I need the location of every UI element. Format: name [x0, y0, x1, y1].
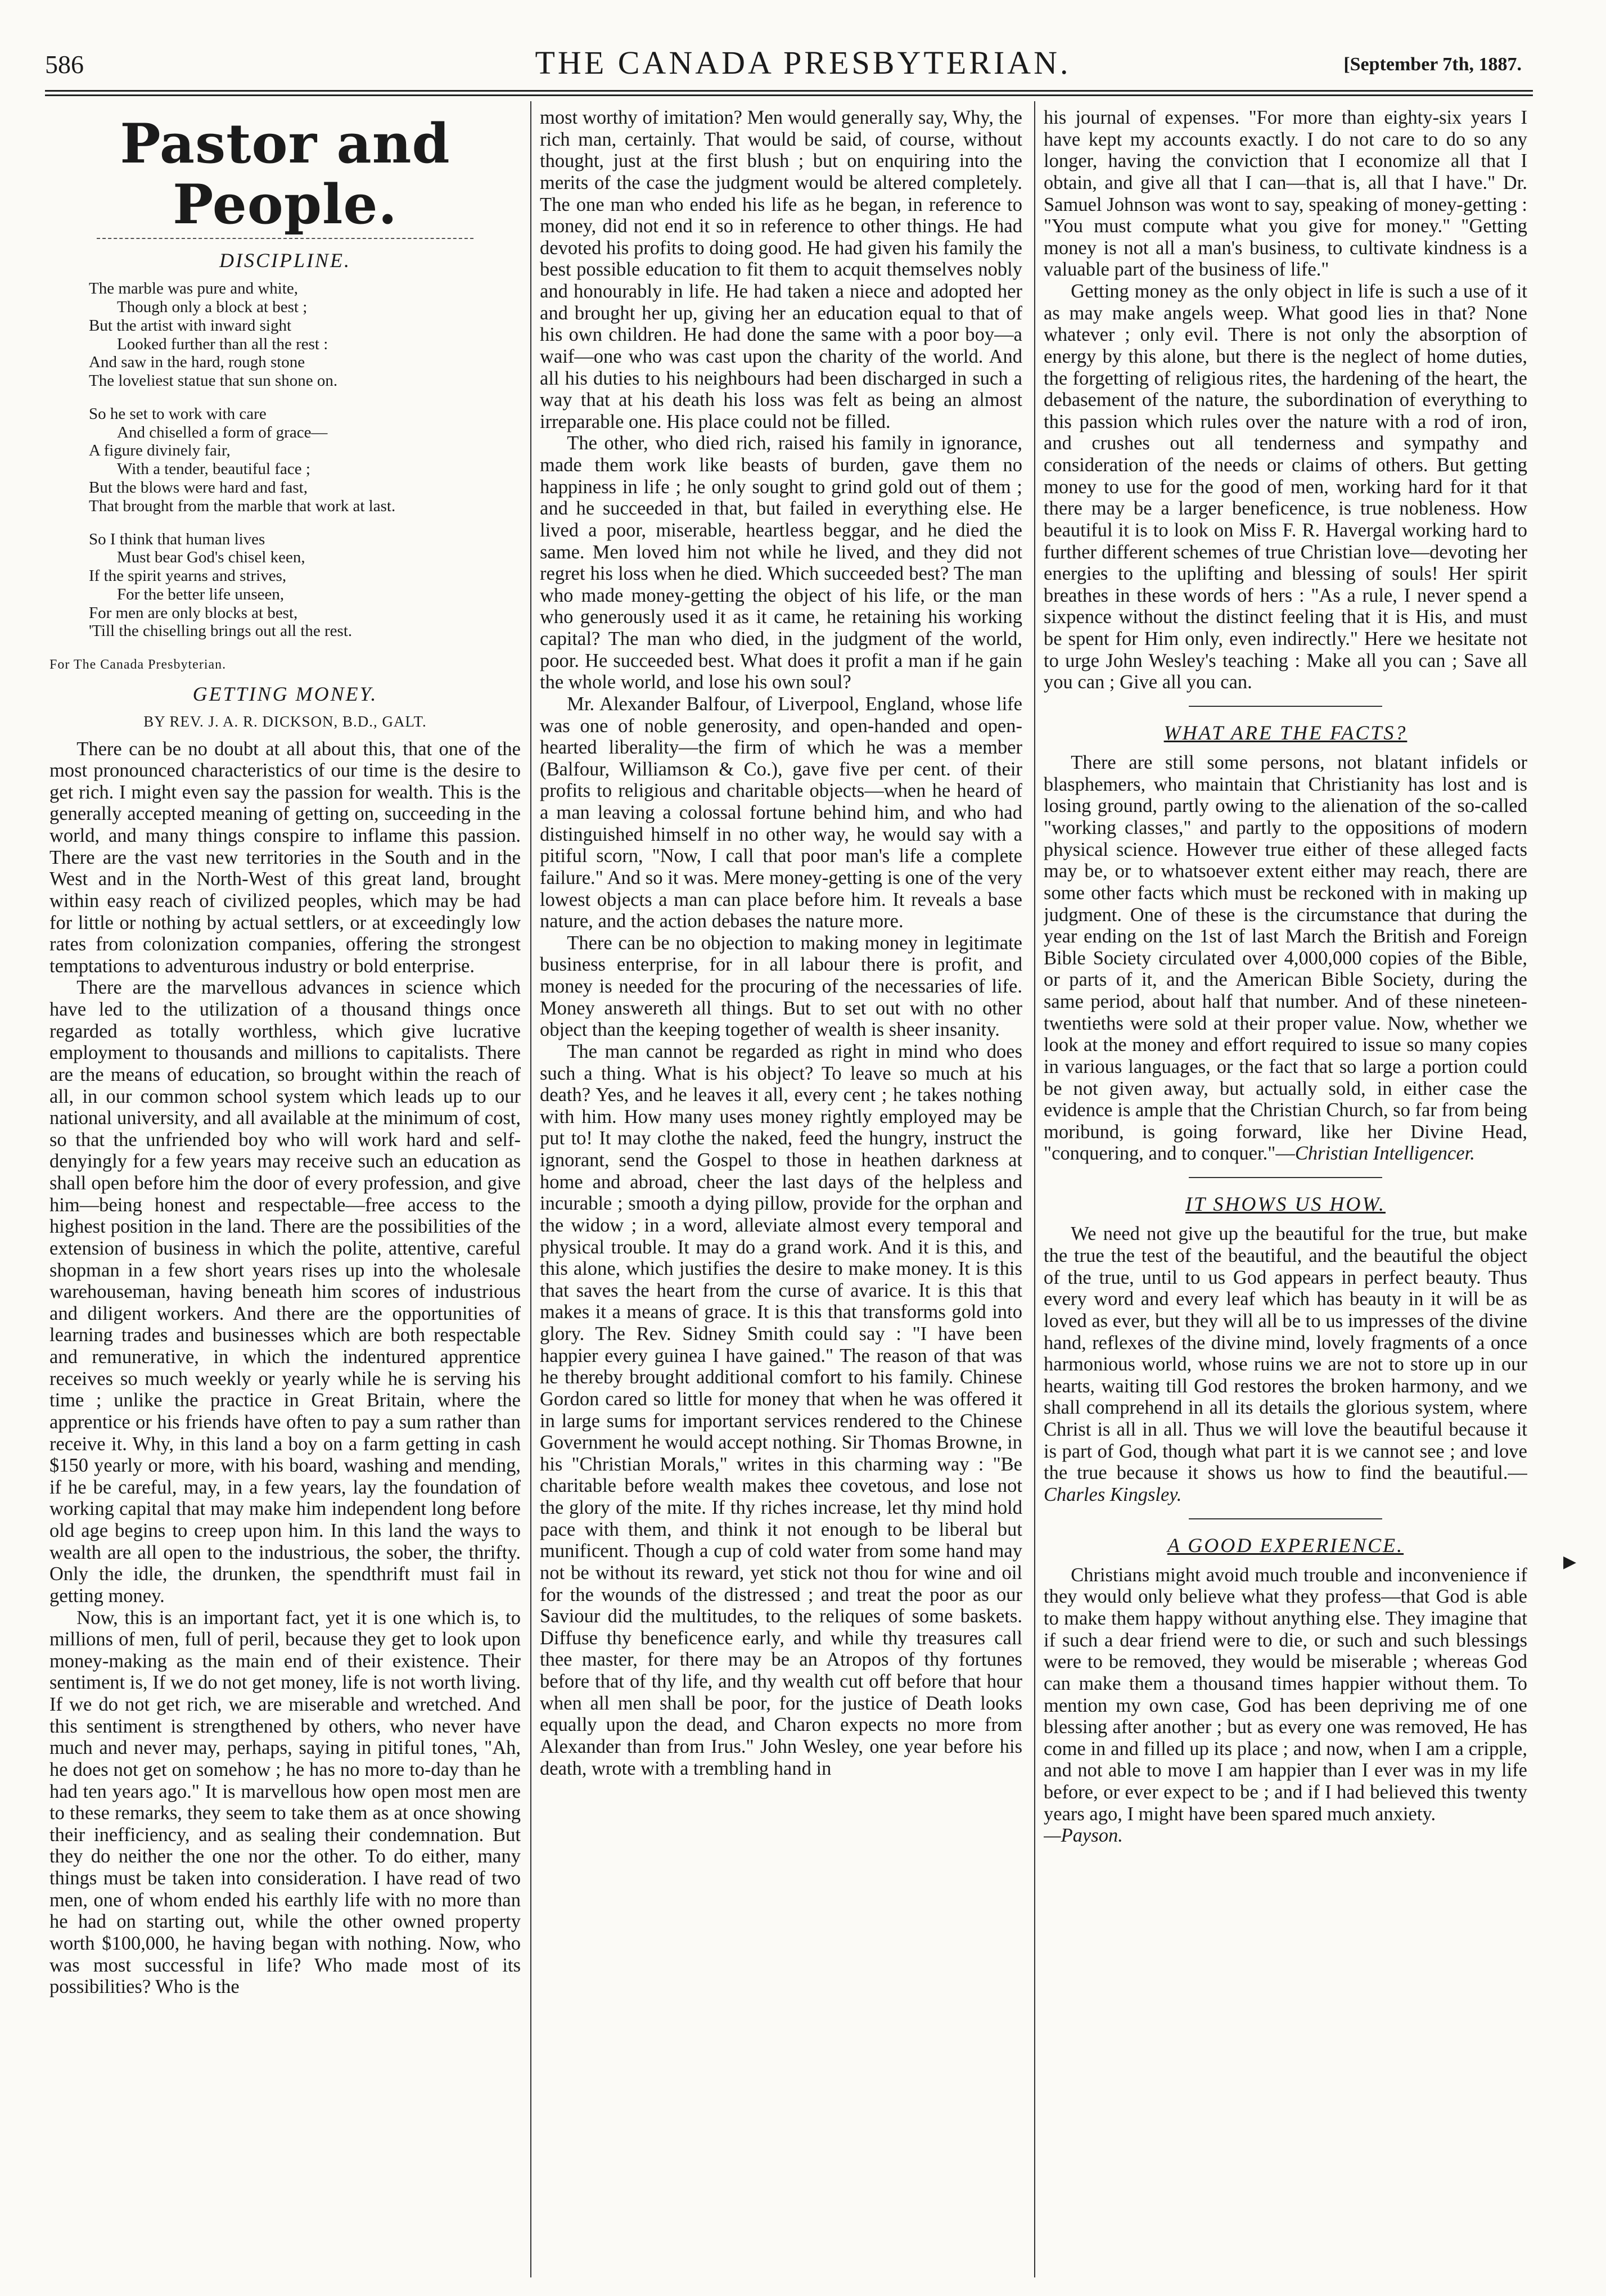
- article-text: There are still some persons, not blatant infidels or blasphemers, who maintain that Christianity has lost and is losing ground, partly owing to the alienation of the so-called "working classes," and partly to the oppositions of modern physical science. However true either of these alleged facts may be, or to whatsoever extent either may reach, there are some other facts which must be reckoned with in making up judgment. One of these is the circumstance that during the year ending on the 1st of last March the British and Foreign Bible Society circulated over 4,000,000 copies of the Bible, or parts of it, and the American Bible Society, during the same period, about half that number. And of these nineteen-twentieths were sold at their proper value. Now, whether we look at the money and effort required to issue so many copies in various languages, or the fact that so large a portion could be not given away, but actually sold, in either case the evidence is ample that the Christian Church, so far from being moribund, is going forward, like her Divine Head, "conquering, and to conquer."—: [1044, 752, 1527, 1165]
- article-separator: [1189, 1177, 1382, 1178]
- article-title: GETTING MONEY.: [192, 683, 378, 705]
- publication-title: THE CANADA PRESBYTERIAN.: [535, 44, 1071, 81]
- article-paragraph: Mr. Alexander Balfour, of Liverpool, England, whose life was one of noble generosity, and open-handed and open-hearted liberality—the firm of which he was a member (Balfour, Williamson & Co.), gave five per cent. of their profits to religious and charitable objects—when he heard of a man leaving a colossal fortune behind him, and who had distinguished himself in no other way, he would say with a pitiful scorn, "Now, I call that poor man's life a complete failure." And so it was. Mere money-getting is one of the very lowest objects a man can place before him. It reveals a base nature, and the action debases the nature more.: [540, 693, 1022, 932]
- poem-line: A figure divinely fair,: [89, 441, 231, 460]
- column-3: [1044, 107, 1527, 2261]
- poem-line: So I think that human lives: [89, 530, 265, 548]
- article-paragraph: There are the marvellous advances in science which have led to the utilization of a thousand things once regarded as totally worthless, which give lucrative employment to thousands and millions to capitalists. There are the means of education, so brought within the reach of all, in our common school system which leads up to our national university, and all available at the minimum of cost, so that the unfriended boy who will work hard and self-denyingly for a few years may receive such an education as shall open before him the door of every profession, and give him—being honest and respectable—free access to the highest position in the land. There are the possibilities of the extension of business in which the polite, attentive, careful shopman in a few short years rises up into the wholesale warehouseman, having beneath him scores of industrious and diligent workers. And there are the opportunities of learning trades and businesses which are both respectable and remunerative, in which the indentured apprentice receives so much weekly or yearly while he is serving his time ; unlike the practice in Great Britain, where the apprentice or his friends have often to pay a sum rather than receive it. Why, in this land a boy on a farm getting in cash $150 yearly or more, with his board, washing and mending, if he be careful, may, in a few years, lay the foundation of working capital that may make him independent long before old age begins to creep upon him. In this land the ways to wealth are all open to the industrious, the sober, the thrifty. Only the idle, the drunken, the spendthrift must fail in getting money.: [49, 977, 521, 1607]
- poem-line: And saw in the hard, rough stone: [89, 353, 305, 372]
- article-paragraph: The man cannot be regarded as right in mind who does such a thing. What is his object? To leave so much at his death? Yes, and he leaves it all, every cent ; he takes nothing with him. How many uses money rightly employed may be put to! It may clothe the naked, feed the hungry, instruct the ignorant, send the Gospel to those in heathen darkness at home and abroad, cheer the last days of the helpless and incurable ; smooth a dying pillow, provide for the orphan and the widow ; in a word, alleviate almost every temporal and physical trouble. It may do a grand work. And it is this, and this alone, which justifies the desire to make money. It is this that saves the heart from the curse of avarice. It is this that makes it a means of grace. It is this that transforms gold into glory. The Rev. Sidney Smith could say : "I have been happier every guinea I have gained." The reason of that was he thereby brought additional comfort to his family. Chinese Gordon cared so little for money that when he was offered it in large sums for important services rendered to the Chinese Government he would accept nothing. Sir Thomas Browne, in his "Christian Morals," writes in this charming way : "Be charitable before wealth makes thee covetous, and lose not the glory of the mite. If thy riches increase, let thy mind hold pace with them, and think it not enough to be liberal but munificent. Though a cup of cold water from some hand may not be without its reward, yet stick not thou for wine and oil for the wounds of the distressed ; and treat the poor as our Saviour did the multitudes, to the reliques of some baskets. Diffuse thy beneficence early, and while thy treasures call thee master, for there may be an Atropos of thy fortunes before that of thy life, and thy wealth cut off before that hour when all men shall be poor, for the justice of Death looks equally upon the dead, and Charon expects no more from Alexander than from Irus." John Wesley, one year before his death, wrote with a trembling hand in: [540, 1040, 1022, 1779]
- article-paragraph: Now, this is an important fact, yet it is one which is, to millions of men, full of peril, because they get to look upon money-making as the main end of their existence. Their sentiment is, If we do not get money, life is not worth living. If we do not get rich, we are miserable and wretched. And this sentiment is strengthened by others, who never have much and never may, perhaps, saying in pitiful tones, "Ah, he does not get on somehow ; he has no more to-day than he had ten years ago." It is marvellous how open most men are to these remarks, they seem to take them as at once showing their inefficiency, and as sealing their condemnation. But they do neither the one nor the other. To do either, many things must be taken into consideration. I have read of two men, one of whom ended his earthly life with no more than he had on starting out, while the other owned property worth $100,000, he having began with nothing. Now, who was most successful in life? Who made most of its possibilities? Who is the: [49, 1607, 521, 1998]
- article-separator: [1189, 1518, 1382, 1519]
- margin-marker-icon: ▶: [1563, 1553, 1577, 1571]
- article-paragraph: most worthy of imitation? Men would generally say, Why, the rich man, certainly. That would be said, of course, without thought, just at the first blush ; but on enquiring into the merits of the case the judgment would be altered completely. The one man who ended his life as he began, in reference to money, did not end it so in reference to other things. He had devoted his profits to doing good. He had given his family the best possible education to fit them to acquit themselves nobly and honourably in life. He had taken a niece and adopted her and brought her up, giving her an education equal to that of his own children. He had done the same with a poor boy—a waif—one who was cast upon the charity of the world. And all his duties to his neighbours had been discharged in such a way that at his death his loss was felt as being an almost irreparable one. His place could not be filled.: [540, 107, 1022, 432]
- poem-line: With a tender, beautiful face ;: [117, 460, 310, 479]
- poem-stanza: [89, 279, 521, 390]
- poem-discipline: [49, 279, 521, 640]
- article-paragraph: Getting money as the only object in life is such a use of it as may make angels weep. What good lies in that? None whatever ; only evil. There is not only the absorption of energy by this alone, but there is the neglect of home duties, the forgetting of religious rites, the hardening of the heart, the debasement of the nature, the subordination of everything to this passion which rules over the nature with a rod of iron, and crushes out all tenderness and sympathy and consideration of the needs or claims of others. But getting money to use for the good of men, working hard for it that there may be a larger beneficence, is true nobleness. How beautiful it is to look on Miss F. R. Havergal working hard to further different schemes of true Christian love—devoting her energies to the uplifting and blessing of souls! Her spirit breathes in these words of hers : "As a rule, I never spend a sixpence without the distinct feeling that it is His, and must be spent for Him only, even indirectly." Here we hesitate not to urge John Wesley's teaching : Make all you can ; Save all you can ; Give all you can.: [1044, 281, 1527, 693]
- article-paragraph: [1044, 752, 1527, 1165]
- section-rule: [97, 238, 473, 239]
- poem-line: So he set to work with care: [89, 404, 267, 423]
- article-paragraph: [1044, 1223, 1527, 1505]
- poem-line: The marble was pure and white,: [89, 279, 299, 298]
- poem-line: Though only a block at best ;: [117, 298, 308, 317]
- page-number: 586: [45, 50, 84, 79]
- article-title: WHAT ARE THE FACTS?: [1163, 721, 1407, 744]
- poem-stanza: [89, 405, 521, 516]
- poem-line: That brought from the marble that work at last.: [89, 497, 396, 515]
- article-text: We need not give up the beautiful for the true, but make the true the test of the beautiful, and the beautiful the object of the true, until to us God appears in perfect beauty. Thus every word and every leaf which has beauty in it will be as loved as ever, but they will all be to us impresses of the divine hand, reflexes of the divine mind, lovely fragments of a once harmonious world, whose ruins we are not to store up in our hearts, waiting till God restores the broken harmony, and we shall comprehend in all its details the glorious system, where Christ is all in all. Thus we will love the beautiful because it is part of God, though what part it is we cannot see ; and love the true because it shows us how to find the beautiful.—: [1044, 1223, 1527, 1484]
- header-rule-thin: [45, 94, 1533, 96]
- poem-line: But the artist with inward sight: [89, 316, 292, 335]
- article-paragraph: his journal of expenses. "For more than eighty-six years I have kept my accounts exactly. I do not care to do so any longer, having the conviction that I economize all that I obtain, and give all that I can—that is, all that I have." Dr. Samuel Johnson was wont to say, speaking of money-getting : "You must compute what you give for money." "Getting money is not all a man's business, to cultivate kindness is a valuable part of the business of life.": [1044, 107, 1527, 281]
- poem-line: For men are only blocks at best,: [89, 603, 298, 622]
- poem-line: If the spirit yearns and strives,: [89, 567, 287, 585]
- article-title: IT SHOWS US HOW.: [1185, 1193, 1386, 1216]
- column-1: [49, 107, 521, 2261]
- header-rule: [45, 90, 1533, 92]
- poem-line: The loveliest statue that sun shone on.: [89, 372, 338, 390]
- poem-line: Must bear God's chisel keen,: [117, 548, 305, 567]
- article-paragraph: The other, who died rich, raised his family in ignorance, made them work like beasts of burden, gave them no happiness in life ; he only sought to grind gold out of them ; and he succeeded in that, but failed in everything else. He lived a poor, miserable, heartless beggar, and he died the same. Men loved him not while he lived, and they did not regret his loss when he died. Which succeeded best? The man who made money-getting the object of his life, or the man who generously used it as it came, he retaining his working capital? The man who died, in the judgment of the world, poor. He succeeded best. What does it profit a man if he gain the whole world, and lose his own soul?: [540, 432, 1022, 693]
- article-title: A GOOD EXPERIENCE.: [1167, 1533, 1404, 1557]
- article-paragraph: There can be no objection to making money in legitimate business enterprise, for in all labour there is profit, and money is needed for the procuring of the necessaries of life. Money answereth all things. But to set out with no other object than the keeping together of wealth is sheer insanity.: [540, 932, 1022, 1041]
- poem-title: DISCIPLINE.: [219, 249, 351, 272]
- article-attribution: Charles Kingsley.: [1044, 1483, 1182, 1505]
- article-separator: [1189, 706, 1382, 707]
- article-attribution: —Payson.: [1044, 1825, 1123, 1847]
- article-byline: BY REV. J. A. R. DICKSON, B.D., GALT.: [143, 713, 427, 730]
- poem-line: But the blows were hard and fast,: [89, 479, 308, 497]
- article-paragraph: Christians might avoid much trouble and inconvenience if they would only believe what they profess—that God is able to make them happy without anything else. They imagine that if such a dear friend were to die, or such and such blessings were to be removed, they would be miserable ; whereas God can make them a thousand times happier without them. To mention my own case, God has been depriving me of one blessing after another ; but as every one was removed, He has come in and filled up its place ; and now, when I am a cripple, and not able to move I am happier than I ever was in my life before, or ever expect to be ; and if I had believed this twenty years ago, I might have been spared much anxiety.: [1044, 1564, 1527, 1825]
- poem-line: Looked further than all the rest :: [117, 335, 328, 353]
- article-source-line: For The Canada Presbyterian.: [49, 657, 227, 673]
- poem-line: And chiselled a form of grace—: [117, 423, 328, 441]
- article-attribution: Christian Intelligencer.: [1294, 1143, 1475, 1165]
- column-divider: [530, 101, 531, 2277]
- column-divider: [1034, 101, 1035, 2277]
- poem-line: For the better life unseen,: [117, 585, 285, 603]
- issue-date: [September 7th, 1887.: [1343, 54, 1522, 75]
- section-title: Pastor and People.: [120, 112, 450, 236]
- column-2: [540, 107, 1022, 2261]
- poem-line: 'Till the chiselling brings out all the rest.: [89, 622, 353, 640]
- article-paragraph: There can be no doubt at all about this, that one of the most pronounced characteristics of our time is the desire to get rich. I might even say the passion for wealth. This is the generally accepted meaning of getting on, succeeding in the world, and many things conspire to inflame this passion. There are the vast new territories in the South and in the West and in the North-West of this great land, brought within easy reach of civilized peoples, which may be had for little or nothing by actual settlers, or at exceedingly low rates from colonization companies, offering the strongest temptations to adventurous industry or bold enterprise.: [49, 738, 521, 977]
- poem-stanza: [89, 530, 521, 641]
